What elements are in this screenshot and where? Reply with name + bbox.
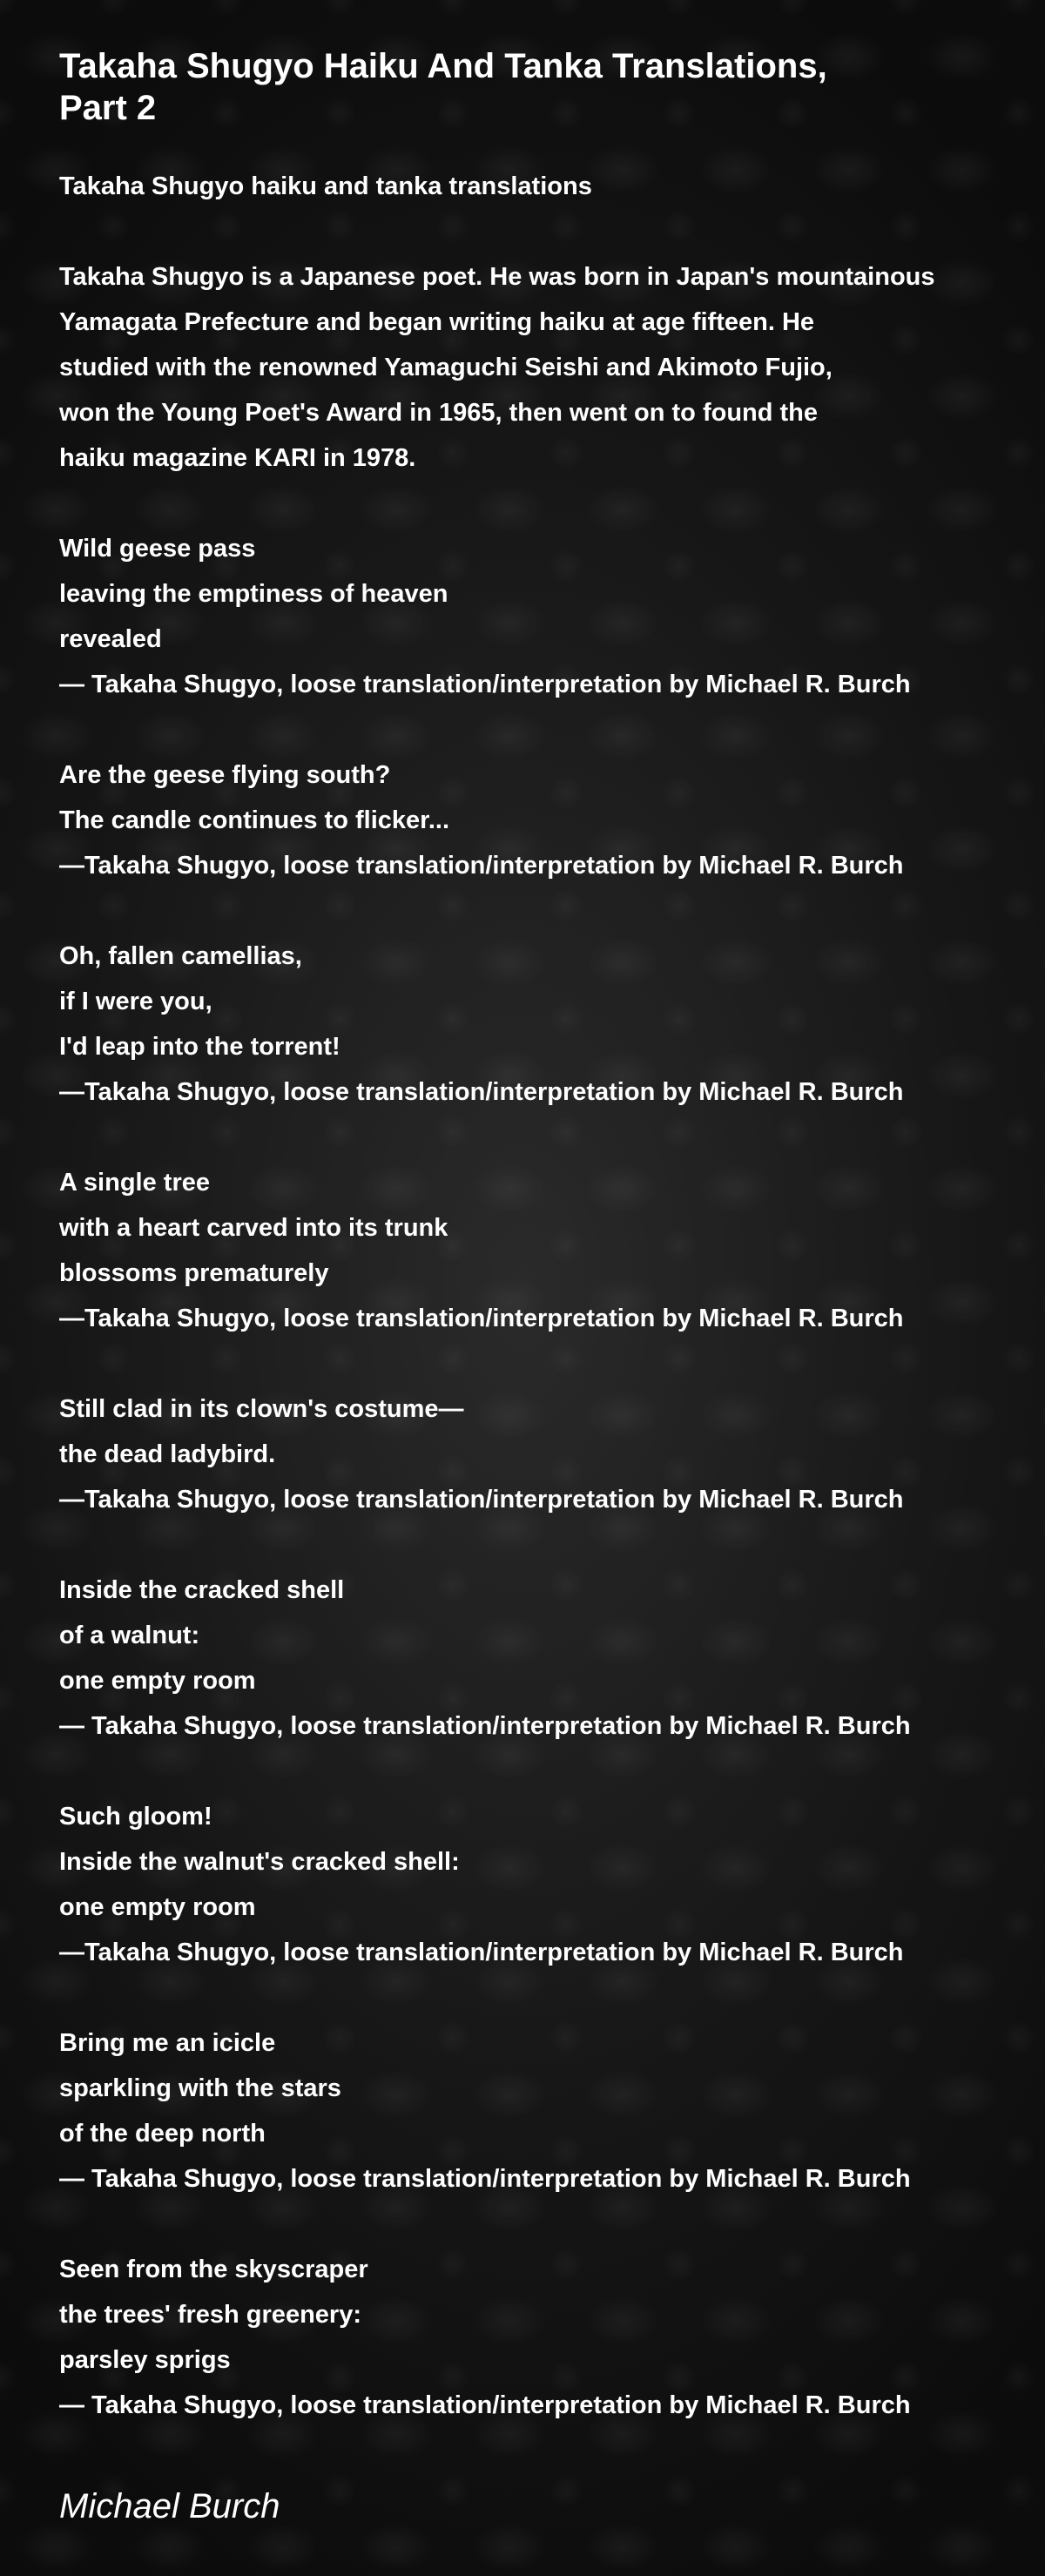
- poem-line: I'd leap into the torrent!: [59, 1033, 340, 1061]
- poem-line: Wild geese pass: [59, 535, 256, 563]
- title-line-1: Takaha Shugyo Haiku And Tanka Translations,: [59, 47, 827, 85]
- poem-line: parsley sprigs: [59, 2346, 231, 2374]
- poem-line: leaving the emptiness of heaven: [59, 580, 448, 608]
- poem-line: one empty room: [59, 1667, 256, 1695]
- poem-line: The candle continues to flicker...: [59, 806, 449, 834]
- poem-line: the trees' fresh greenery:: [59, 2301, 361, 2329]
- poem-line: one empty room: [59, 1893, 256, 1921]
- poem-stanza: [59, 2247, 1045, 2428]
- intro-paragraph: [59, 254, 1039, 481]
- page-title: [59, 45, 930, 129]
- poem-stanza: [59, 2020, 1045, 2202]
- poem-line: Inside the cracked shell: [59, 1576, 345, 1604]
- intro-line: won the Young Poet's Award in 1965, then went on to found the: [59, 399, 819, 427]
- poem-attribution: —Takaha Shugyo, loose translation/interpretation by Michael R. Burch: [59, 1305, 904, 1332]
- poem-line: Oh, fallen camellias,: [59, 942, 302, 970]
- intro-line: Yamagata Prefecture and began writing haiku at age fifteen. He: [59, 308, 815, 336]
- poem-stanza: [59, 934, 1045, 1115]
- poem-stanza: [59, 526, 1045, 707]
- poem-line: of a walnut:: [59, 1622, 200, 1649]
- poem-stanza: [59, 1160, 1045, 1341]
- poem-line: blossoms prematurely: [59, 1259, 329, 1287]
- title-line-2: Part 2: [59, 89, 157, 127]
- poem-line: of the deep north: [59, 2120, 266, 2148]
- poem-line: Inside the walnut's cracked shell:: [59, 1848, 460, 1876]
- intro-line: Takaha Shugyo is a Japanese poet. He was born in Japan's mountainous: [59, 263, 935, 291]
- poem-attribution: —Takaha Shugyo, loose translation/interpretation by Michael R. Burch: [59, 1078, 904, 1106]
- poem-attribution: — Takaha Shugyo, loose translation/interpretation by Michael R. Burch: [59, 2391, 911, 2419]
- poem-attribution: — Takaha Shugyo, loose translation/interpretation by Michael R. Burch: [59, 2165, 911, 2193]
- poem-stanza: [59, 752, 1045, 888]
- poem-line: Such gloom!: [59, 1803, 212, 1831]
- poem-attribution: — Takaha Shugyo, loose translation/interpretation by Michael R. Burch: [59, 671, 911, 698]
- poem-attribution: —Takaha Shugyo, loose translation/interpretation by Michael R. Burch: [59, 1939, 904, 1966]
- poem-line: Are the geese flying south?: [59, 761, 391, 789]
- poem-line: A single tree: [59, 1169, 210, 1197]
- poem-line: the dead ladybird.: [59, 1440, 276, 1468]
- poem-stanza: [59, 1568, 1045, 1749]
- poem-stanza: [59, 1794, 1045, 1975]
- intro-line: haiku magazine KARI in 1978.: [59, 444, 416, 472]
- poem-line: Seen from the skyscraper: [59, 2256, 368, 2283]
- poem-line: Bring me an icicle: [59, 2029, 276, 2057]
- poem-attribution: — Takaha Shugyo, loose translation/interpretation by Michael R. Burch: [59, 1712, 911, 1740]
- author-name: Michael Burch: [59, 2487, 280, 2525]
- poem-line: sparkling with the stars: [59, 2074, 341, 2102]
- subtitle: Takaha Shugyo haiku and tanka translations: [59, 172, 592, 200]
- poem-attribution: —Takaha Shugyo, loose translation/interpretation by Michael R. Burch: [59, 1486, 904, 1514]
- poem-line: Still clad in its clown's costume—: [59, 1395, 464, 1423]
- poem-attribution: —Takaha Shugyo, loose translation/interpretation by Michael R. Burch: [59, 852, 904, 880]
- poem-line: with a heart carved into its trunk: [59, 1214, 448, 1242]
- poem-stanza: [59, 1386, 1045, 1522]
- poem-line: if I were you,: [59, 988, 212, 1015]
- poem-line: revealed: [59, 625, 162, 653]
- intro-line: studied with the renowned Yamaguchi Seishi and Akimoto Fujio,: [59, 354, 833, 381]
